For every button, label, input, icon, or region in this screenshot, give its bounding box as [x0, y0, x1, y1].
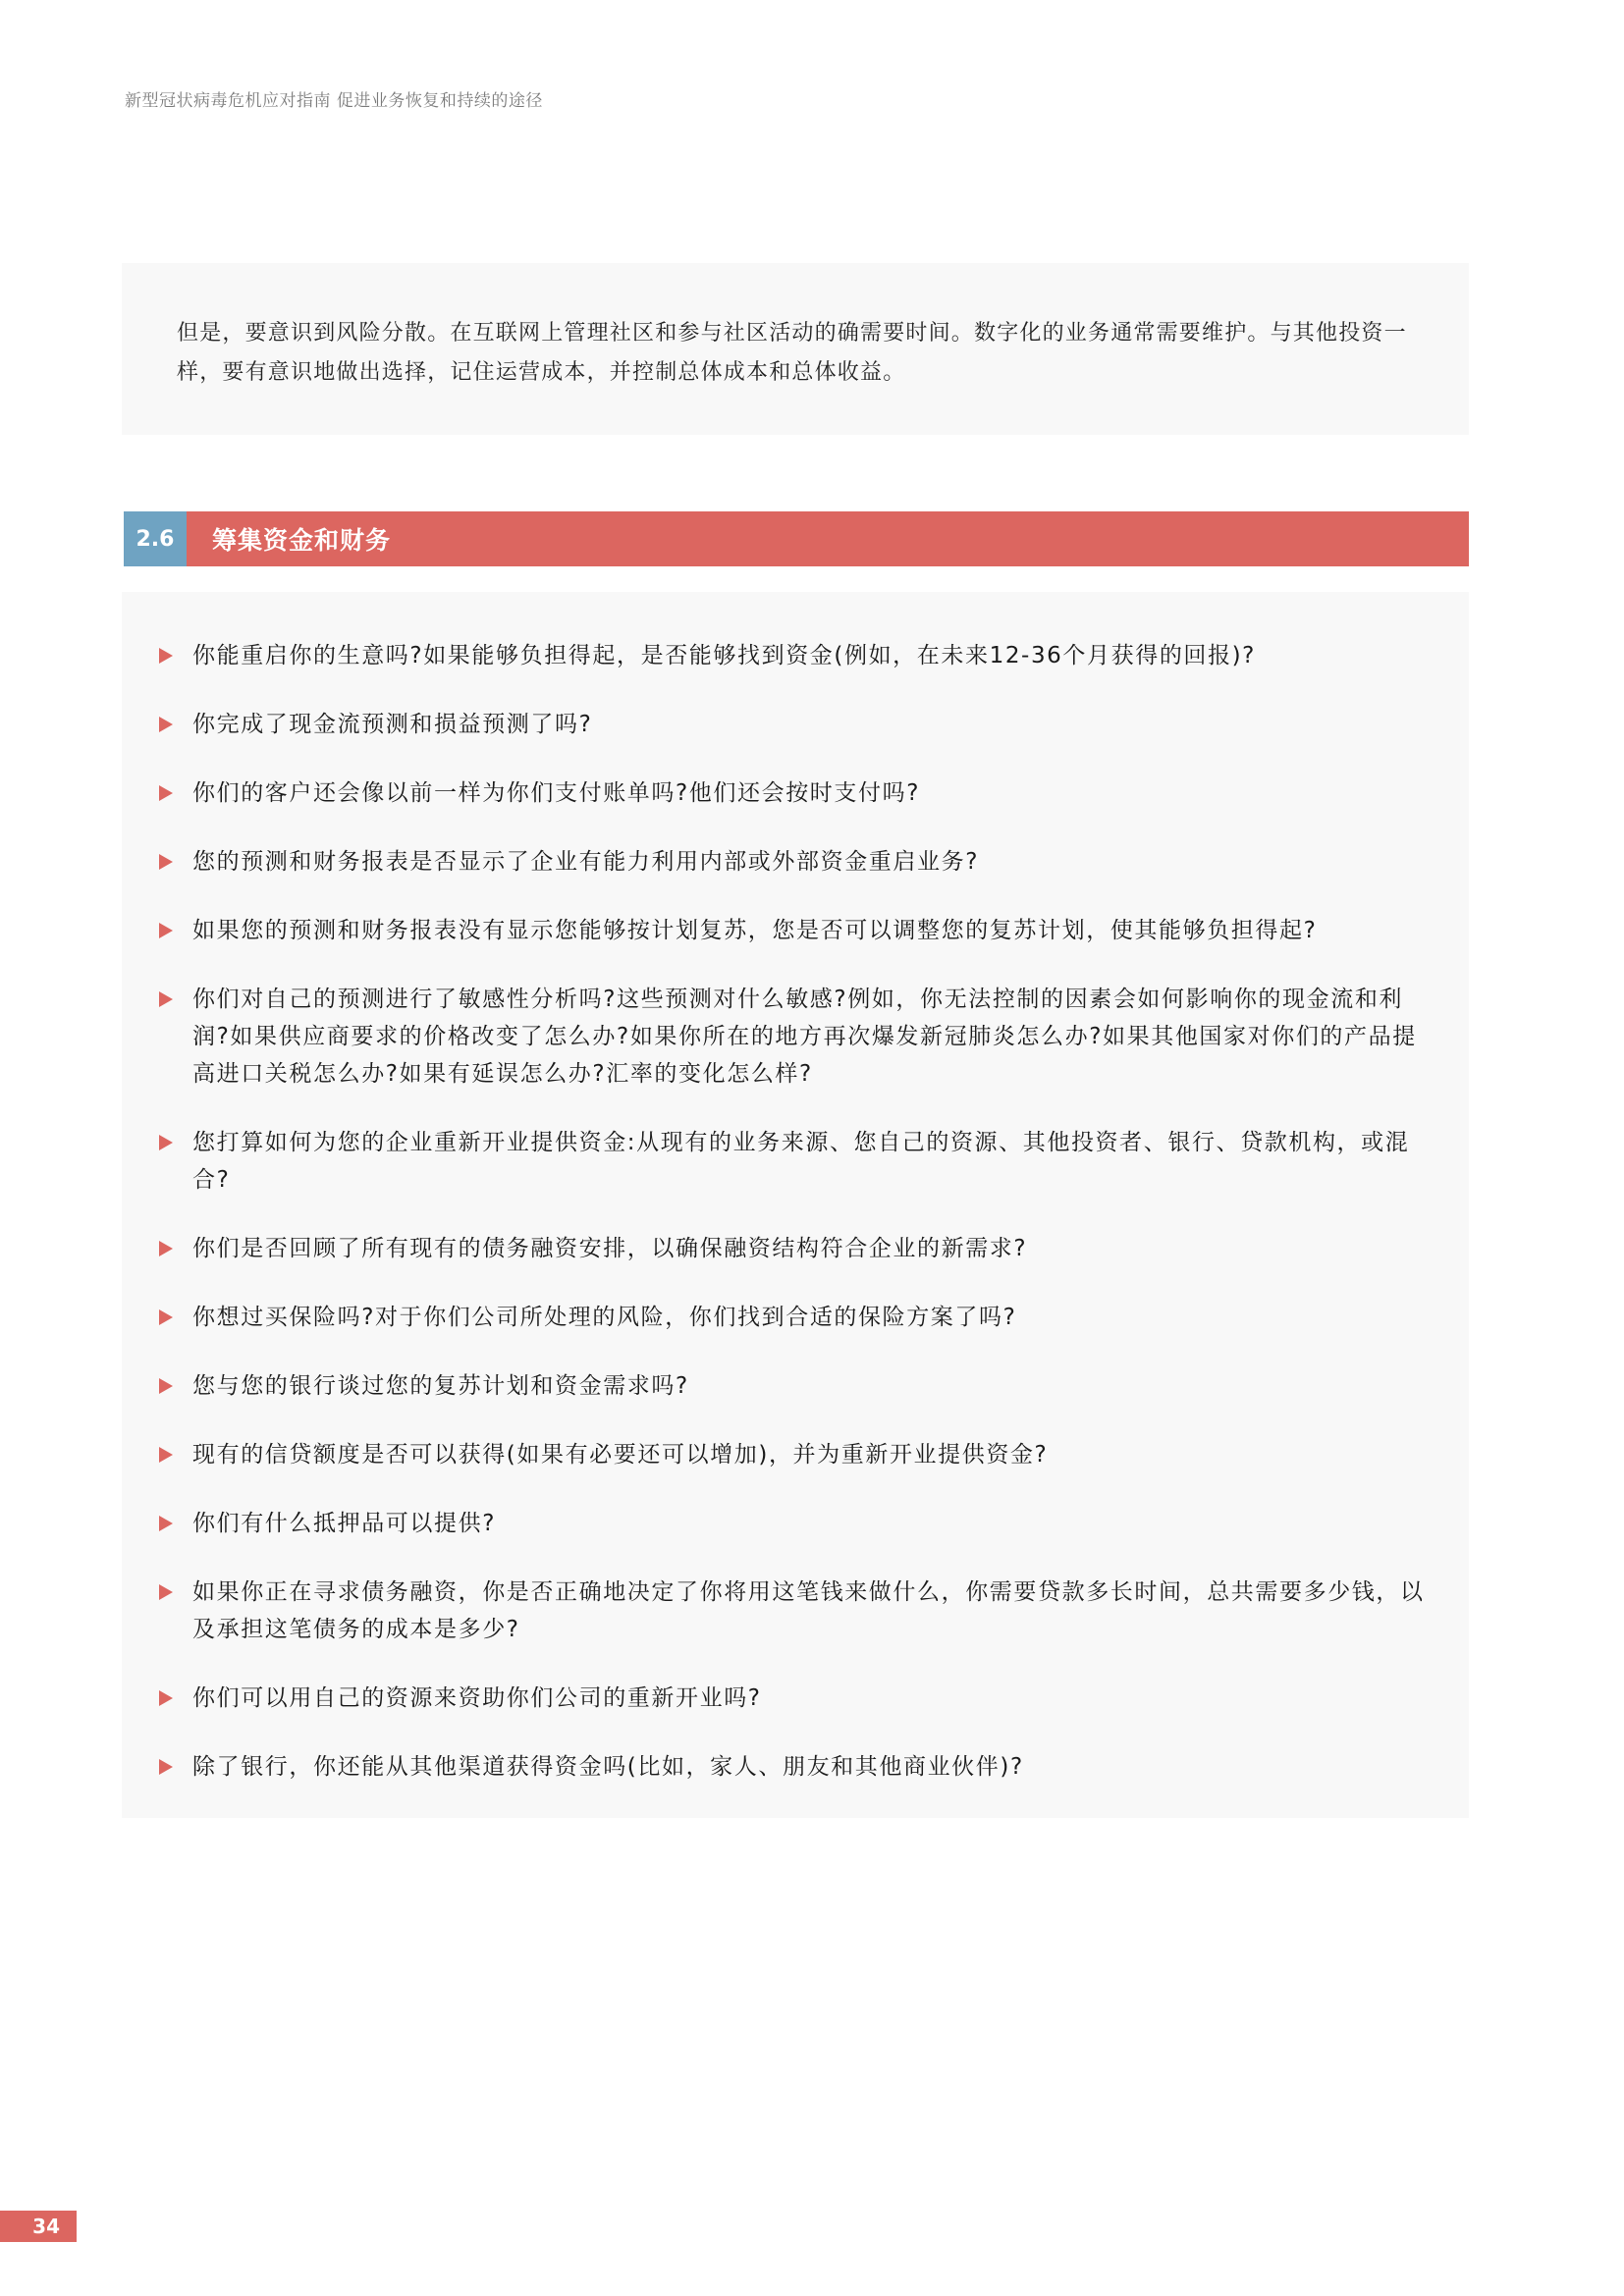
triangle-bullet-icon [159, 1135, 173, 1150]
list-item-text: 你想过买保险吗?对于你们公司所处理的风险，你们找到合适的保险方案了吗? [192, 1305, 1017, 1330]
list-item-text: 你们可以用自己的资源来资助你们公司的重新开业吗? [192, 1685, 762, 1711]
section-header [124, 511, 1469, 566]
list-item-text: 除了银行，你还能从其他渠道获得资金吗(比如，家人、朋友和其他商业伙伴)? [192, 1754, 1024, 1780]
list-item [159, 1299, 1430, 1336]
section-number: 2.6 [124, 511, 187, 566]
list-item-text: 您打算如何为您的企业重新开业提供资金:从现有的业务来源、您自己的资源、其他投资者、银行、贷款机构，或混合? [192, 1130, 1410, 1193]
list-item [159, 1436, 1430, 1473]
list-item-text: 您与您的银行谈过您的复苏计划和资金需求吗? [192, 1373, 689, 1399]
triangle-bullet-icon [159, 854, 173, 870]
triangle-bullet-icon [159, 1241, 173, 1256]
list-item [159, 1748, 1430, 1786]
list-item-text: 你完成了现金流预测和损益预测了吗? [192, 712, 593, 737]
list-item [159, 1680, 1430, 1717]
list-item-text: 你能重启你的生意吗?如果能够负担得起，是否能够找到资金(例如，在未来12-36个月获得的回报)? [192, 643, 1256, 668]
triangle-bullet-icon [159, 1447, 173, 1463]
list-item-text: 你们是否回顾了所有现有的债务融资安排，以确保融资结构符合企业的新需求? [192, 1236, 1028, 1261]
question-list-box [122, 592, 1469, 1818]
list-item-text: 您的预测和财务报表是否显示了企业有能力利用内部或外部资金重启业务? [192, 849, 980, 875]
list-item-text: 你们的客户还会像以前一样为你们支付账单吗?他们还会按时支付吗? [192, 780, 921, 806]
list-item [159, 1574, 1430, 1648]
triangle-bullet-icon [159, 923, 173, 938]
list-item-text: 现有的信贷额度是否可以获得(如果有必要还可以增加)，并为重新开业提供资金? [192, 1442, 1049, 1468]
list-item-text: 如果你正在寻求债务融资，你是否正确地决定了你将用这笔钱来做什么，你需要贷款多长时间，总共需要多少钱，以及承担这笔债务的成本是多少? [192, 1579, 1425, 1642]
list-item [159, 981, 1430, 1093]
page-number: 34 [0, 2211, 77, 2242]
list-item [159, 1367, 1430, 1405]
list-item [159, 1230, 1430, 1267]
triangle-bullet-icon [159, 648, 173, 664]
running-header: 新型冠状病毒危机应对指南 促进业务恢复和持续的途径 [125, 91, 543, 111]
list-item [159, 843, 1430, 881]
triangle-bullet-icon [159, 1759, 173, 1775]
triangle-bullet-icon [159, 1309, 173, 1325]
triangle-bullet-icon [159, 991, 173, 1007]
section-title: 筹集资金和财务 [212, 526, 392, 555]
list-item-text: 如果您的预测和财务报表没有显示您能够按计划复苏，您是否可以调整您的复苏计划，使其能够负担得起? [192, 918, 1318, 943]
list-item [159, 912, 1430, 949]
list-item [159, 1124, 1430, 1199]
note-box [122, 263, 1469, 435]
list-item [159, 1505, 1430, 1542]
list-item-text: 你们对自己的预测进行了敏感性分析吗?这些预测对什么敏感?例如，你无法控制的因素会如何影响你的现金流和利润?如果供应商要求的价格改变了怎么办?如果你所在的地方再次爆发新冠肺炎怎么办?如果其他国家对你们的产品提高进口关税怎么办?如果有延误怎么办?汇率的变化怎么样? [192, 987, 1417, 1087]
triangle-bullet-icon [159, 1378, 173, 1394]
note-text: 但是，要意识到风险分散。在互联网上管理社区和参与社区活动的确需要时间。数字化的业务通常需要维护。与其他投资一样，要有意识地做出选择，记住运营成本，并控制总体成本和总体收益。 [177, 321, 1407, 385]
triangle-bullet-icon [159, 1690, 173, 1706]
question-list [159, 637, 1430, 1786]
list-item-text: 你们有什么抵押品可以提供? [192, 1511, 497, 1536]
triangle-bullet-icon [159, 785, 173, 801]
triangle-bullet-icon [159, 1516, 173, 1531]
list-item [159, 774, 1430, 812]
triangle-bullet-icon [159, 1584, 173, 1600]
list-item [159, 637, 1430, 674]
list-item [159, 706, 1430, 743]
triangle-bullet-icon [159, 717, 173, 732]
